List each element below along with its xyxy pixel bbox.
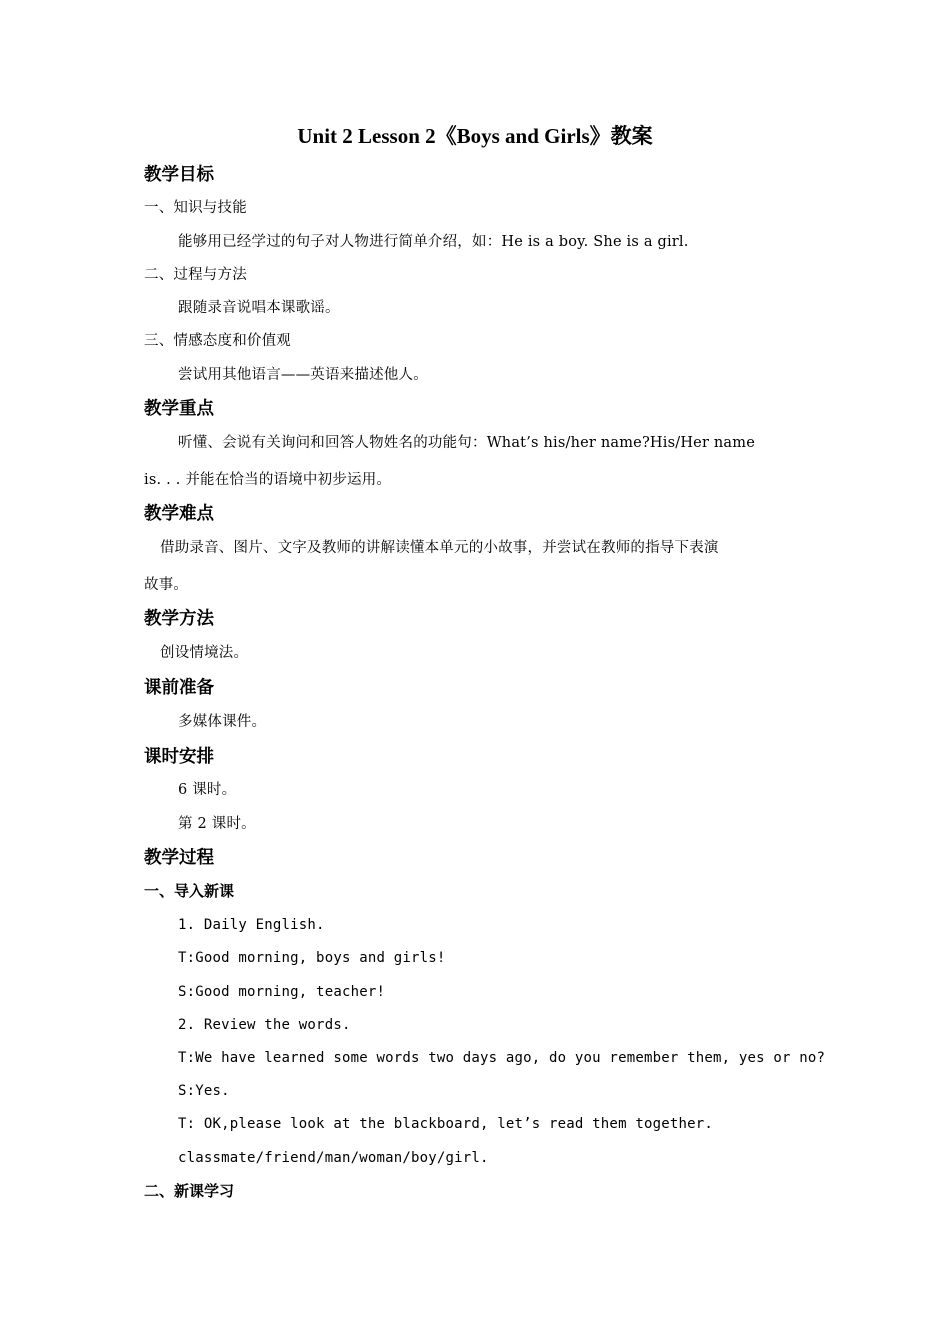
methods-heading: 教学方法: [144, 609, 214, 629]
difficulties-heading: 教学难点: [144, 504, 214, 524]
process-line: T: OK,please look at the blackboard, let’s read them together.: [178, 1116, 713, 1132]
schedule-heading: 课时安排: [144, 747, 214, 767]
process-section1-label: 一、导入新课: [144, 882, 235, 900]
preparation-heading: 课前准备: [144, 678, 214, 698]
process-line: S:Good morning, teacher!: [178, 984, 386, 1000]
methods-text: 创设情境法。: [160, 645, 249, 661]
objective-attitude-text: 尝试用其他语言——英语来描述他人。: [178, 367, 428, 383]
process-line: S:Yes.: [178, 1083, 230, 1099]
preparation-text: 多媒体课件。: [178, 714, 267, 730]
process-line: T:We have learned some words two days ago, do you remember them, yes or no?: [178, 1050, 826, 1066]
key-points-text-line1: 听懂、会说有关询问和回答人物姓名的功能句：What’s his/her name?His/Her name: [178, 435, 756, 451]
objective-process-label: 二、过程与方法: [144, 267, 247, 283]
schedule-line2: 第 2 课时。: [178, 816, 256, 832]
process-line: 1. Daily English.: [178, 917, 325, 933]
difficulties-text-line1: 借助录音、图片、文字及教师的讲解读懂本单元的小故事，并尝试在教师的指导下表演: [160, 540, 719, 556]
key-points-heading: 教学重点: [144, 399, 214, 419]
process-section2-label: 二、新课学习: [144, 1182, 235, 1200]
process-heading: 教学过程: [144, 848, 214, 868]
key-points-text-line2: is. . . 并能在恰当的语境中初步运用。: [144, 472, 392, 488]
process-line: 2. Review the words.: [178, 1017, 351, 1033]
objective-knowledge-text: 能够用已经学过的句子对人物进行简单介绍，如：He is a boy. She is a girl.: [178, 234, 689, 250]
objective-attitude-label: 三、情感态度和价值观: [144, 333, 291, 349]
objective-process-text: 跟随录音说唱本课歌谣。: [178, 300, 340, 316]
schedule-line1: 6 课时。: [178, 782, 237, 798]
objective-knowledge-label: 一、知识与技能: [144, 200, 247, 216]
process-line: classmate/friend/man/woman/boy/girl.: [178, 1150, 489, 1166]
difficulties-text-line2: 故事。: [144, 577, 189, 593]
process-line: T:Good morning, boys and girls!: [178, 950, 446, 966]
document-title: Unit 2 Lesson 2《Boys and Girls》教案: [297, 124, 653, 148]
objectives-heading: 教学目标: [144, 165, 214, 185]
